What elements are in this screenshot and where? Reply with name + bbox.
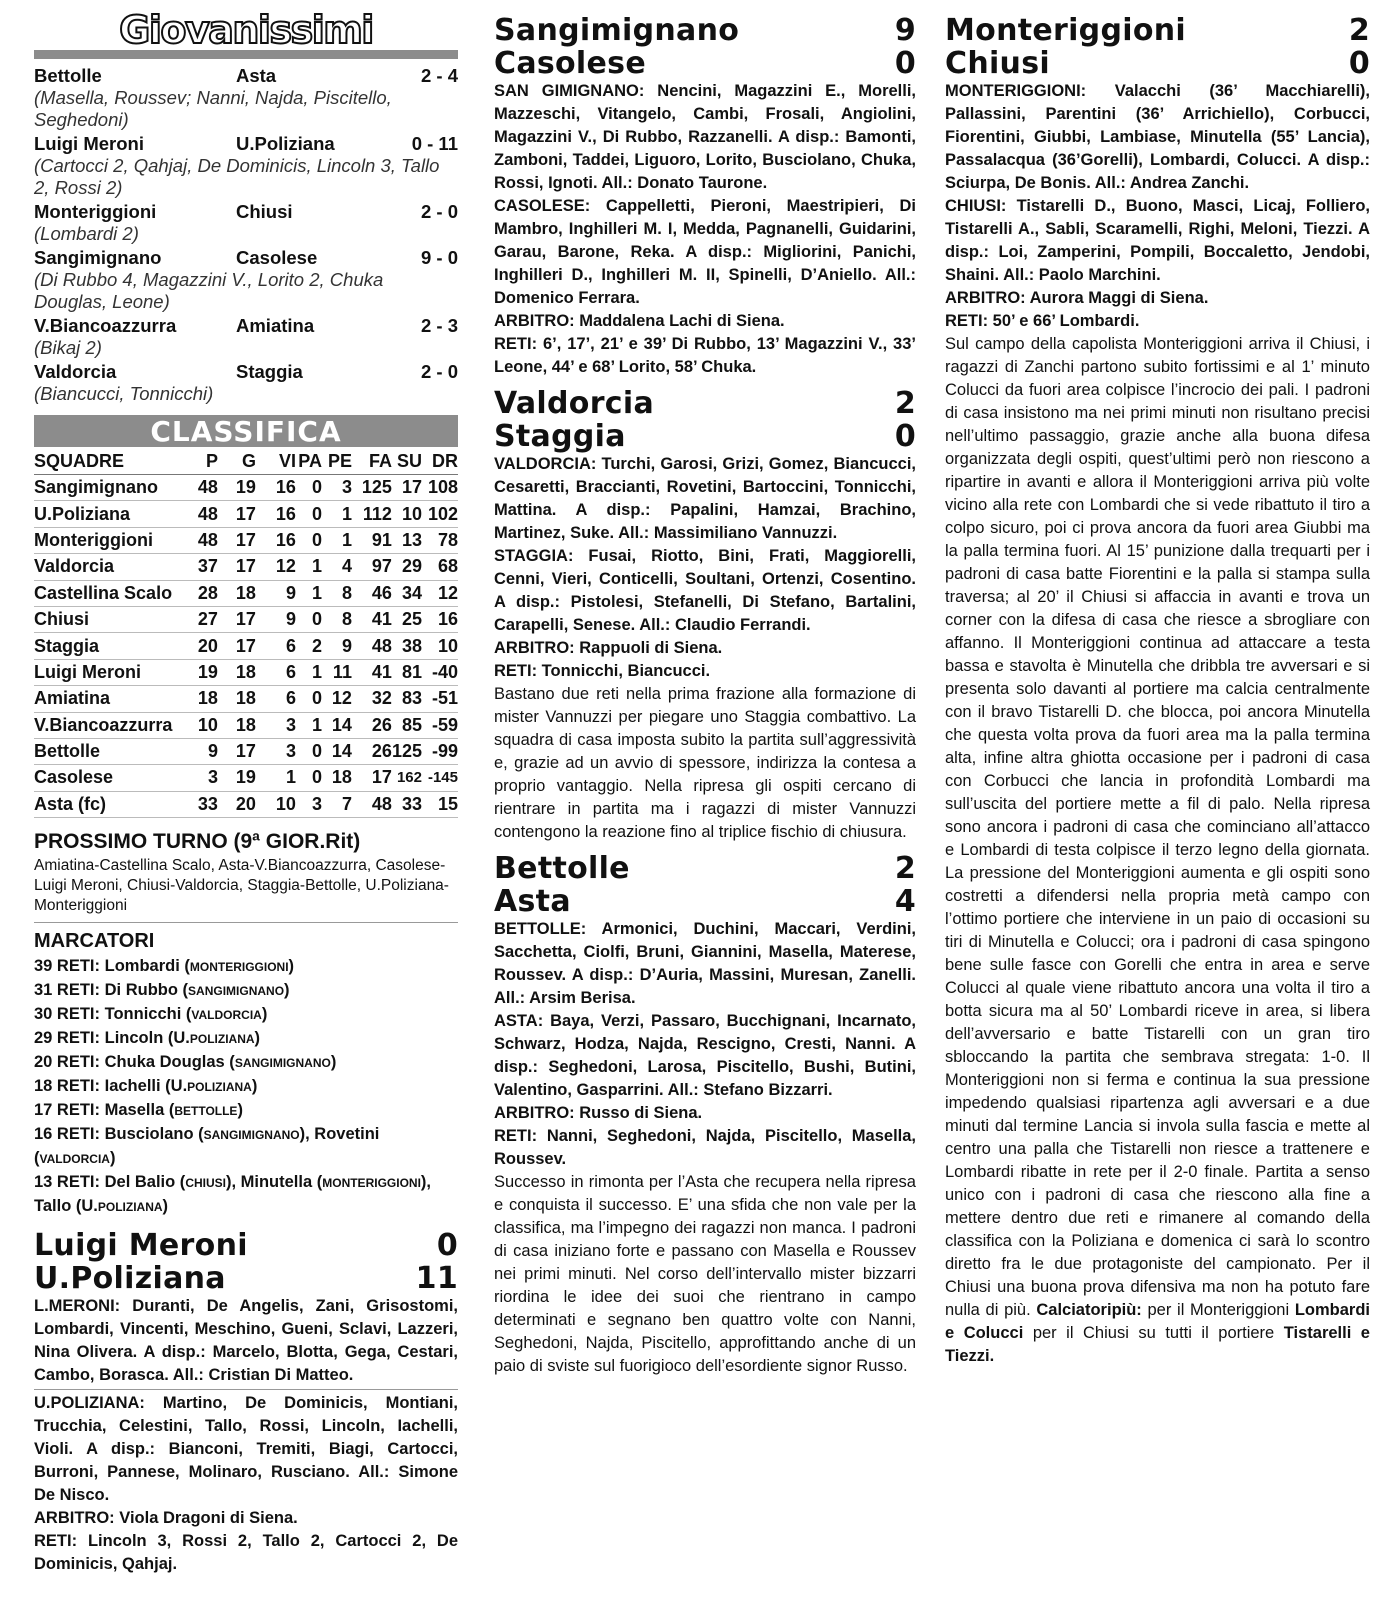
result-row [34,201,458,223]
stat-cell: 17 [218,606,256,632]
stat-cell: 97 [352,554,392,580]
stat-cell: 1 [296,554,322,580]
away-team: Chiusi [945,46,1050,81]
stat-cell: 112 [352,501,392,527]
stat-cell: -99 [422,738,458,764]
stat-cell: 9 [256,580,296,606]
team-name: Amiatina [34,686,184,712]
stat-cell: 20 [184,633,218,659]
scorer-text: 39 RETI: [34,957,101,976]
stat-cell: 10 [256,791,296,817]
away-score: 4 [894,884,916,919]
stat-cell: 17 [218,501,256,527]
section-banner [34,8,458,59]
scorer-text: ), Minutella ( [225,1173,323,1192]
scorer-line [34,979,458,1003]
stat-cell: 10 [422,633,458,659]
stat-cell: 10 [392,501,422,527]
stat-cell: 1 [322,527,352,553]
result-row [34,247,458,269]
stat-cell: 1 [322,501,352,527]
match-header-away [34,1262,458,1295]
divider [34,922,458,923]
stat-cell: 18 [184,686,218,712]
stat-cell: 26 [352,738,392,764]
score: 2 - 3 [420,315,458,336]
stat-cell: 0 [296,475,322,501]
away-lineup: STAGGIA: Fusai, Riotto, Bini, Frati, Maggiorelli, Cenni, Vieri, Conticelli, Soultani, Ortenzi, Cosentino. A disp.: Pistolesi, Stefanelli, Di Stefano, Bartalini, Carapelli, Senese. All.: Claudio Ferrandi. [494,547,916,634]
away-team: Staggia [494,419,626,454]
match-header-home [494,852,916,885]
stat-cell: 108 [422,475,458,501]
stat-cell: 14 [322,738,352,764]
stat-cell: 11 [322,659,352,685]
home-lineup: VALDORCIA: Turchi, Garosi, Grizi, Gomez, Biancucci, Cesaretti, Braccianti, Rovetini, Bartoccini, Tonnicchi, Mattina. A disp.: Papalini, Hamzai, Brachino, Martinez, Suke. All.: Massimiliano Vannuzzi. [494,455,916,542]
standings-header-cell: SQUADRE [34,447,184,475]
scorer-line [34,1003,458,1027]
match-report: Successo in rimonta per l’Asta che recupera nella ripresa e conquista il successo. E’ una sfida che non vale per la classifica, ma l’impegno dei ragazzi non manca. I padroni di casa iniziano forte e passano con Masella e Roussev nei primi minuti. Nel corso dell’intervallo mister bizzarri riordina le idee dei suoi che rientrano in campo determinati e segnano ben quattro volte con Nanni, Seghedoni, Najda, Piscitello, approfittando anche di un paio di sviste sul fuorigioco dell’esordiente signor Russo. [494,1173,916,1375]
column-left [34,8,458,1576]
stat-cell: 102 [422,501,458,527]
stat-cell: 48 [184,501,218,527]
referee: ARBITRO: Aurora Maggi di Siena. [945,289,1209,307]
score: 2 - 0 [420,361,458,382]
stat-cell: 27 [184,606,218,632]
stat-cell: 17 [218,633,256,659]
away-score: 0 [894,46,916,81]
table-row [34,738,458,764]
scorer-text: 18 RETI: [34,1077,101,1096]
table-row [34,606,458,632]
stat-cell: 38 [392,633,422,659]
stat-cell: 18 [218,659,256,685]
table-row [34,765,458,791]
table-row [34,527,458,553]
home-lineup: BETTOLLE: Armonici, Duchini, Maccari, Verdini, Sacchetta, Ciolfi, Bruni, Giannini, Masella, Materese, Roussev. A disp.: D’Auria, Massini, Muresan, Zanelli. All.: Arsim Berisa. [494,920,916,1007]
stat-cell: 48 [184,475,218,501]
result-row [34,361,458,383]
report-text: Sul campo della capolista Monteriggioni arriva il Chiusi, i ragazzi di Zanchi partono subito fortissimi e al 1’ minuto Colucci da fuori area colpisce l’incrocio dei pali. I padroni di casa insistono ma nei primi minuti non risultano precisi nell’ultimo passaggio, grazie anche alla buona difesa organizzata degli ospiti, quest’ultimi però non riescono a ripartire in avanti e allora il Monteriggioni arriva più volte vicino alla rete con Lombardi che si vede ribattuto il tiro a colpo sicuro, poi ci prova ancora da fuori area Giubbi ma la palla termina fuori. Al 15’ punizione dalla trequarti per i padroni di casa batte Fiorentini e la palla si stampa sulla traversa; al 20’ il Chiusi si affaccia in avanti e trova un corner con la difesa di casa che riesce a sbrogliare con affanno. Il Monteriggioni continua ad attaccare a testa bassa e stavolta è Minutella che dribbla tre avversari e si presenta solo davanti al portiere ma calcia centralmente con il bravo Tistarelli D. che blocca, poi ancora Minutella che questa volta prova da fuori area ma la palla termina alta, infine altra ghiotta occasione per i padroni di casa con Corbucci che lancia in profondità Lombardi ma sull’uscita del portiere mette a fil di palo. Nella ripresa sono ancora i padroni di casa che cominciano all’attacco e Lombardi di testa colpisce il terzo legno della giornata. La pressione del Monteriggioni aumenta e gli ospiti sono costretti a difendersi nella propria metà campo con l’ottimo portiere che interviene in un paio di occasioni su tiri di Minutella e Colucci; ora i padroni di casa spingono bene sulle fasce con Gorelli che entra in area e serve Colucci al quale viene ribattuto ancora una volta il tiro a botta sicura ma al 50’ Lombardi riceve in area, si libera dell’avversario e batte Tistarelli con un gran tiro sbloccando la partita che sembrava stregata: 1-0. Il Monteriggioni non si ferma e continua la sua pressione impedendo qualsiasi ripartenza agli avversari e a due minuti dal termine Lancia si invola sulla fascia e mette al centro una palla che Tistarelli non riesce a trattenere e Lombardi ribatte in rete per il 2-0 finale. Partita a senso unico con i padroni di casa che riescono alla fine a mettere dentro due reti e rimanere al comando della classifica con la Poliziana e domenica ci sarà lo scontro diretto fra le due protagoniste del campionato. Per il Chiusi una buona prova difensiva ma non ha potuto fare nulla di più. [945,335,1370,1319]
stat-cell: 3 [184,765,218,791]
stat-cell: 78 [422,527,458,553]
scorer-text: 29 RETI: [34,1029,101,1048]
scorer-team: MONTERIGGIONI [322,1176,421,1191]
stat-cell: 83 [392,686,422,712]
stat-cell: 1 [296,659,322,685]
score: 2 - 0 [420,201,458,222]
stat-cell: 6 [256,686,296,712]
stat-cell: 32 [352,686,392,712]
standings-table [34,447,458,818]
scorer-team: MONTERIGGIONI [189,960,289,975]
away-team: Asta [236,65,277,86]
stat-cell: 6 [256,633,296,659]
team-name: Bettolle [34,738,184,764]
stat-cell: 33 [184,791,218,817]
team-name: U.Poliziana [34,501,184,527]
stat-cell: -145 [422,765,458,791]
home-score: 2 [1348,13,1370,48]
standings-header-cell: PA [296,447,322,475]
standings-header-cell: FA [352,447,392,475]
table-row [34,659,458,685]
stat-cell: 16 [256,527,296,553]
scorer-text: Tonnicchi ( [104,1005,192,1024]
away-team: Casolese [494,46,646,81]
home-score: 0 [436,1228,458,1264]
stat-cell: 1 [256,765,296,791]
home-team: Monteriggioni [34,201,157,222]
scorer-team: POLIZIANA [187,1080,252,1095]
scorer-text: 31 RETI: [34,981,101,1000]
divider [34,1389,458,1390]
match-header-home [494,14,916,47]
stat-cell: 6 [256,659,296,685]
score: 0 - 11 [411,133,458,154]
stat-cell: 18 [218,686,256,712]
table-row [34,712,458,738]
home-team: Bettolle [494,851,630,886]
scorer-line [34,955,458,979]
scorer-text: Busciolano ( [104,1125,204,1144]
stat-cell: 17 [218,554,256,580]
standings-header-row [34,447,458,475]
match-header-home [34,1229,458,1262]
home-team: Luigi Meroni [34,133,144,154]
scorer-text: Lincoln (U. [104,1029,190,1048]
stat-cell: 17 [218,738,256,764]
table-row [34,501,458,527]
stat-cell: 41 [352,659,392,685]
section-title: Giovanissimi [119,8,373,52]
goal-scorers: (Di Rubbo 4, Magazzini V., Lorito 2, Chuka Douglas, Leone) [34,269,384,312]
goals: RETI: Tonnicchi, Biancucci. [494,662,711,680]
standings-header-cell: PE [322,447,352,475]
home-team: Bettolle [34,65,102,86]
team-name: Chiusi [34,606,184,632]
scorer-line [34,1123,458,1171]
away-team: Casolese [236,247,318,268]
scorer-text: ) [109,1149,116,1168]
referee: ARBITRO: Russo di Siena. [494,1104,703,1122]
home-team: Monteriggioni [945,13,1186,48]
stat-cell: 16 [256,475,296,501]
scorer-line [34,1027,458,1051]
table-row [34,633,458,659]
away-lineup: ASTA: Baya, Verzi, Passaro, Bucchignani, Incarnato, Schwarz, Hodza, Najda, Rescigno, Cresti, Nanni. A disp.: Seghedoni, Larosa, Piscitello, Bushi, Butini, Valentino, Gasparrini. All.: Stefano Bizzarri. [494,1012,916,1099]
scorer-text: ), Rovetini ( [34,1125,380,1168]
stat-cell: 0 [296,501,322,527]
goals: RETI: 50’ e 66’ Lombardi. [945,312,1140,330]
stat-cell: 19 [218,765,256,791]
stat-cell: 19 [184,659,218,685]
results-list [34,65,458,405]
stat-cell: 0 [296,765,322,791]
stat-cell: -40 [422,659,458,685]
scorer-text: ) [288,957,295,976]
team-name: Sangimignano [34,475,184,501]
home-score: 9 [894,13,916,48]
stat-cell: 12 [256,554,296,580]
stat-cell: 0 [296,738,322,764]
stat-cell: 16 [256,501,296,527]
scorer-line [34,1099,458,1123]
stat-cell: 26 [352,712,392,738]
match-report [945,333,1370,1368]
best-players-text: per il Chiusi su tutti il portiere [1032,1324,1275,1342]
scorer-team: POLIZIANA [189,1032,255,1047]
team-name: Monteriggioni [34,527,184,553]
scorer-team: CHIUSI [185,1176,226,1191]
stat-cell: 3 [256,738,296,764]
stat-cell: 19 [218,475,256,501]
table-row [34,554,458,580]
scorer-line [34,1051,458,1075]
stat-cell: 10 [184,712,218,738]
table-row [34,791,458,817]
match-report: Bastano due reti nella prima frazione alla formazione di mister Vannuzzi per piegare uno Staggia combattivo. La squadra di casa imposta subito la partita sull’aggressività e, grazie ad un avvio di spessore, indirizza la contesa a proprio vantaggio. Nella ripresa gli ospiti cercano di rientrare in partita ma i ragazzi di mister Vannuzzi contengono la reazione fino al triplice fischio di chiusura. [494,685,916,841]
stat-cell: 4 [322,554,352,580]
scorer-text: Di Rubbo ( [104,981,189,1000]
best-players-names: Tistarelli e Tiezzi. [945,1324,1370,1365]
away-score: 0 [894,419,916,454]
scorer-text: ) [254,1029,261,1048]
table-row [34,686,458,712]
scorer-text: Masella ( [104,1101,175,1120]
scorers-list [34,955,458,1219]
scorer-text: ) [162,1197,169,1216]
stat-cell: 3 [296,791,322,817]
scorer-text: Iachelli (U. [104,1077,188,1096]
score: 9 - 0 [420,247,458,268]
goal-scorers: (Cartocci 2, Qahjaj, De Dominicis, Lincoln 3, Tallo 2, Rossi 2) [34,155,440,198]
scorer-team: POLIZIANA [97,1200,163,1215]
standings-header-cell: G [218,447,256,475]
home-team: Valdorcia [34,361,117,382]
home-team: Sangimignano [494,13,740,48]
home-team: V.Biancoazzurra [34,315,177,336]
result-row [34,315,458,337]
best-players-text: per il Monteriggioni [1147,1301,1290,1319]
stat-cell: 9 [322,633,352,659]
scorer-text: 16 RETI: [34,1125,101,1144]
column-middle [494,14,916,1378]
referee: ARBITRO: Viola Dragoni di Siena. [34,1509,298,1528]
stat-cell: 1 [296,580,322,606]
scorer-text: ) [284,981,290,1000]
away-team: Amiatina [236,315,315,336]
team-name: V.Biancoazzurra [34,712,184,738]
result-row [34,133,458,155]
stat-cell: 15 [422,791,458,817]
stat-cell: 85 [392,712,422,738]
home-lineup: SAN GIMIGNANO: Nencini, Magazzini E., Morelli, Mazzeschi, Vitangelo, Cambi, Frosali, Angiolini, Magazzini V., Di Rubbo, Razzanelli. A disp.: Bamonti, Zamboni, Taddei, Liguoro, Lorito, Busciolano, Chuka, Rossi, Ignoti. All.: Donato Taurone. [494,82,916,192]
stat-cell: 34 [392,580,422,606]
scorer-text: ) [251,1077,258,1096]
home-lineup: MONTERIGGIONI: Valacchi (36’ Macchiarelli), Pallassini, Parentini (36’ Arrichiello), Corbucci, Fiorentini, Giubbi, Lambiase, Minutella (55’ Lancia), Passalacqua (36’Gorelli), Lombardi, Colucci. A disp.: Sciurpa, De Bonis. All.: Andrea Zanchi. [945,82,1370,192]
away-lineup: CHIUSI: Tistarelli D., Buono, Masci, Licaj, Folliero, Tistarelli A., Sabli, Scaramelli, Righi, Meloni, Tiezzi. A disp.: Loi, Zamperini, Pompili, Boccaletto, Jendobi, Shaini. All.: Paolo Marchini. [945,197,1370,284]
stat-cell: 41 [352,606,392,632]
stat-cell: 13 [392,527,422,553]
match-header-away [494,47,916,80]
stat-cell: 16 [422,606,458,632]
stat-cell: 29 [392,554,422,580]
away-team: U.Poliziana [34,1261,226,1297]
away-team: U.Poliziana [236,133,335,154]
result-row [34,65,458,87]
scorer-line [34,1171,458,1219]
stat-cell: 28 [184,580,218,606]
team-name: Staggia [34,633,184,659]
scorer-team: SANGIMIGNANO [234,1056,331,1071]
stat-cell: 12 [322,686,352,712]
goal-scorers: (Lombardi 2) [34,223,139,244]
standings-header-cell: VI [256,447,296,475]
home-score: 2 [894,851,916,886]
scorer-text: 17 RETI: [34,1101,101,1120]
stat-cell: 91 [352,527,392,553]
scorer-text: ) [261,1005,268,1024]
goals: RETI: Nanni, Seghedoni, Najda, Piscitello, Masella, Roussev. [494,1127,916,1168]
referee: ARBITRO: Maddalena Lachi di Siena. [494,312,785,330]
column-right [945,14,1370,1368]
team-name: Asta (fc) [34,791,184,817]
stat-cell: 81 [392,659,422,685]
scorer-team: BETTOLLE [174,1104,238,1119]
next-round-fixtures: Amiatina-Castellina Scalo, Asta-V.Biancoazzurra, Casolese-Luigi Meroni, Chiusi-Valdorcia, Staggia-Bettolle, U.Poliziana-Monteriggioni [34,857,449,915]
scorer-text: Lombardi ( [104,957,190,976]
stat-cell: 18 [218,580,256,606]
stat-cell: 18 [218,712,256,738]
stat-cell: 14 [322,712,352,738]
stat-cell: 18 [322,765,352,791]
stat-cell: 48 [184,527,218,553]
stat-cell: 0 [296,527,322,553]
stat-cell: 0 [296,606,322,632]
scorer-team: SANGIMIGNANO [203,1128,300,1143]
stat-cell: 33 [392,791,422,817]
scorer-text: ) [330,1053,337,1072]
away-score: 11 [415,1261,458,1297]
scorer-text: ), Tallo (U. [34,1173,431,1216]
stat-cell: 17 [352,765,392,791]
stat-cell: 3 [256,712,296,738]
stat-cell: 0 [296,686,322,712]
team-name: Luigi Meroni [34,659,184,685]
stat-cell: -59 [422,712,458,738]
team-name: Castellina Scalo [34,580,184,606]
team-name: Casolese [34,765,184,791]
scorer-team: VALDORCIA [39,1152,110,1167]
stat-cell: 3 [322,475,352,501]
next-round-title: PROSSIMO TURNO (9ª GIOR.Rit) [34,830,361,854]
match-header-away [494,885,916,918]
away-lineup: CASOLESE: Cappelletti, Pieroni, Maestripieri, Di Mambro, Inghilleri M. I, Medda, Pagnanelli, Guidarini, Garau, Barone, Reka. A disp.: Migliorini, Panichi, Inghilleri D., Inghilleri M. II, Spinelli, D’Aniello. All.: Domenico Ferrara. [494,197,916,307]
stat-cell: 8 [322,580,352,606]
goals: RETI: 6’, 17’, 21’ e 39’ Di Rubbo, 13’ Magazzini V., 33’ Leone, 44’ e 68’ Lorito, 58’ Chuka. [494,335,916,376]
standings-header-cell: DR [422,447,458,475]
scorer-text: ) [237,1101,243,1120]
stat-cell: 125 [392,738,422,764]
away-team: Staggia [236,361,303,382]
stat-cell: 17 [392,475,422,501]
table-row [34,475,458,501]
stat-cell: 25 [392,606,422,632]
stat-cell: 2 [296,633,322,659]
away-score: 0 [1348,46,1370,81]
standings-banner: CLASSIFICA [34,415,458,447]
goal-scorers: (Biancucci, Tonnicchi) [34,383,214,404]
scorer-team: VALDORCIA [191,1008,262,1023]
home-lineup: L.MERONI: Duranti, De Angelis, Zani, Grisostomi, Lombardi, Vincenti, Meschino, Gueni, Sclavi, Lazzeri, Nina Olivera. A disp.: Marcelo, Blotta, Gega, Cestari, Cambo, Borasca. All.: Cristian Di Matteo. [34,1297,458,1385]
scorer-text: Del Balio ( [104,1173,186,1192]
match-header-away [494,420,916,453]
stat-cell: 1 [296,712,322,738]
scorer-text: Chuka Douglas ( [104,1053,235,1072]
home-score: 2 [894,386,916,421]
scorer-line [34,1075,458,1099]
stat-cell: 9 [184,738,218,764]
score: 2 - 4 [420,65,458,86]
stat-cell: -51 [422,686,458,712]
scorer-team: SANGIMIGNANO [188,984,285,999]
stat-cell: 17 [218,527,256,553]
stat-cell: 8 [322,606,352,632]
stat-cell: 12 [422,580,458,606]
goals: RETI: Lincoln 3, Rossi 2, Tallo 2, Cartocci 2, De Dominicis, Qahjaj. [34,1532,458,1574]
match-header-away [945,47,1370,80]
match-header-home [494,387,916,420]
stat-cell: 68 [422,554,458,580]
goal-scorers: (Bikaj 2) [34,337,102,358]
away-team: Chiusi [236,201,293,222]
best-players-label: Calciatoripiù: [1036,1301,1142,1319]
standings-header-cell: P [184,447,218,475]
referee: ARBITRO: Rappuoli di Siena. [494,639,723,657]
away-team: Asta [494,884,571,919]
stat-cell: 48 [352,633,392,659]
home-team: Valdorcia [494,386,654,421]
away-lineup: U.POLIZIANA: Martino, De Dominicis, Montiani, Trucchia, Celestini, Tallo, Rossi, Lincoln, Iachelli, Violi. A disp.: Bianconi, Tremiti, Biagi, Cartocci, Burroni, Pannese, Molinaro, Rusciano. All.: Simone De Nisco. [34,1394,458,1505]
best-players-names: Lombardi e Colucci [945,1301,1370,1342]
goal-scorers: (Masella, Roussev; Nanni, Najda, Piscitello, Seghedoni) [34,87,392,130]
stat-cell: 7 [322,791,352,817]
match-header-home [945,14,1370,47]
table-row [34,580,458,606]
home-team: Sangimignano [34,247,162,268]
scorer-text: 13 RETI: [34,1173,101,1192]
scorer-text: 30 RETI: [34,1005,101,1024]
stat-cell: 37 [184,554,218,580]
team-name: Valdorcia [34,554,184,580]
stat-cell: 48 [352,791,392,817]
stat-cell: 20 [218,791,256,817]
stat-cell: 162 [392,765,422,791]
home-team: Luigi Meroni [34,1228,248,1264]
scorer-text: 20 RETI: [34,1053,101,1072]
stat-cell: 125 [352,475,392,501]
scorers-title: MARCATORI [34,930,155,953]
standings-header-cell: SU [392,447,422,475]
stat-cell: 46 [352,580,392,606]
stat-cell: 9 [256,606,296,632]
